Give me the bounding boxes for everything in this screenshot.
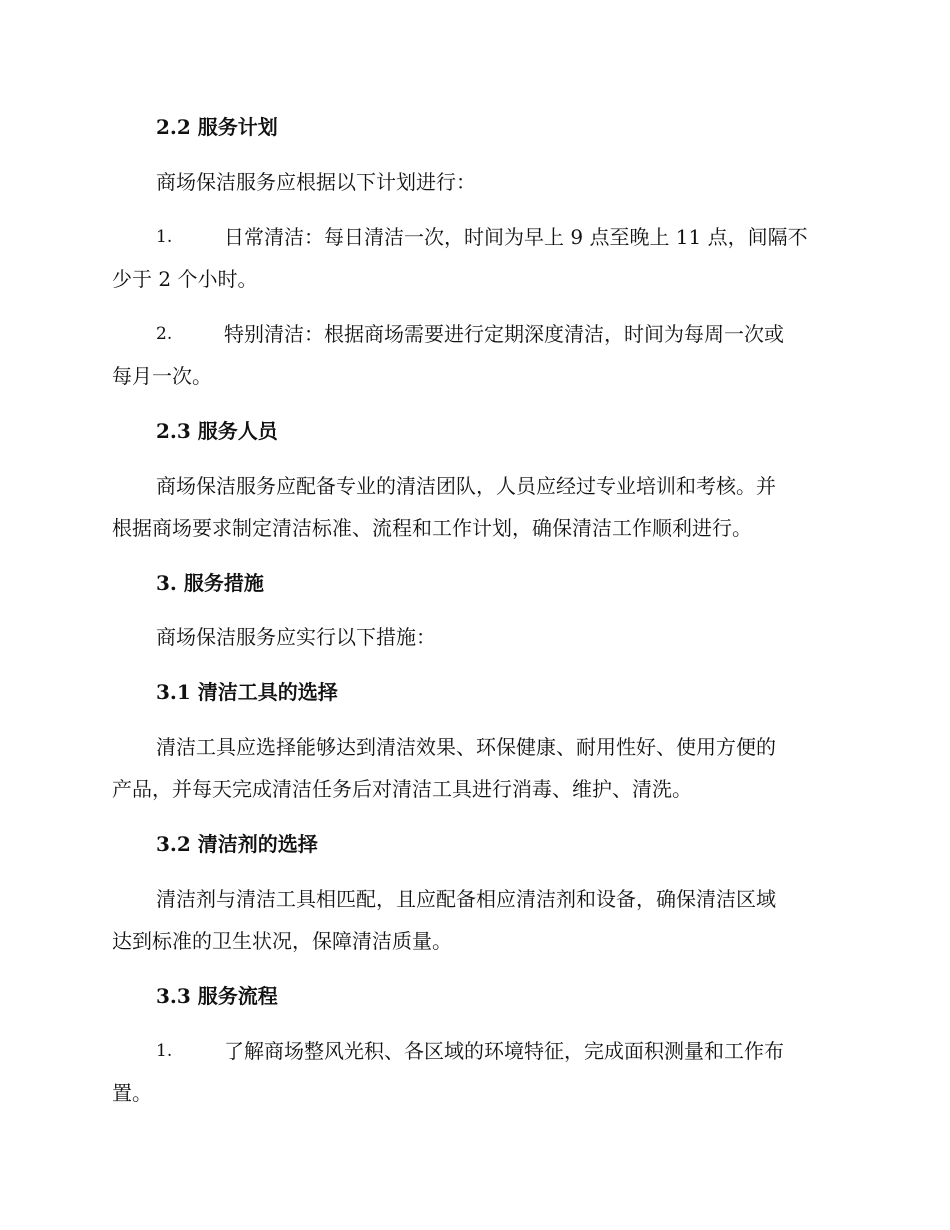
- list-item-text: 了解商场整风光积、各区域的环境特征，完成面积测量和工作布: [224, 1039, 784, 1063]
- heading-2-3: 2.3 服务人员: [156, 419, 278, 443]
- list-number: 2.: [156, 324, 173, 344]
- heading-3-2: 3.2 清洁剂的选择: [156, 832, 318, 856]
- list-item-text: 日常清洁：每日清洁一次，时间为早上 9 点至晚上 11 点，间隔不: [224, 225, 808, 249]
- paragraph-2-3-line-2: 根据商场要求制定清洁标准、流程和工作计划，确保清洁工作顺利进行。: [112, 516, 752, 540]
- list-number: 1.: [156, 1041, 173, 1061]
- list-item-text-continued: 每月一次。: [112, 364, 212, 388]
- list-item-text: 特别清洁：根据商场需要进行定期深度清洁，时间为每周一次或: [224, 322, 784, 346]
- list-number: 1.: [156, 227, 173, 247]
- list-item-text-continued: 置。: [112, 1081, 152, 1105]
- paragraph-3-1-line-2: 产品，并每天完成清洁任务后对清洁工具进行消毒、维护、清洗。: [112, 777, 692, 801]
- heading-3: 3. 服务措施: [156, 571, 264, 595]
- heading-3-3: 3.3 服务流程: [156, 984, 278, 1008]
- paragraph-3-1-line-1: 清洁工具应选择能够达到清洁效果、环保健康、耐用性好、使用方便的: [156, 735, 776, 759]
- heading-2-2: 2.2 服务计划: [156, 115, 278, 139]
- paragraph-2-2-intro: 商场保洁服务应根据以下计划进行：: [156, 170, 476, 194]
- paragraph-3-2-line-1: 清洁剂与清洁工具相匹配，且应配备相应清洁剂和设备，确保清洁区域: [156, 887, 776, 911]
- paragraph-3-intro: 商场保洁服务应实行以下措施：: [156, 625, 436, 649]
- paragraph-3-2-line-2: 达到标准的卫生状况，保障清洁质量。: [112, 929, 452, 953]
- heading-3-1: 3.1 清洁工具的选择: [156, 680, 338, 704]
- list-item-text-continued: 少于 2 个小时。: [112, 267, 258, 291]
- paragraph-2-3-line-1: 商场保洁服务应配备专业的清洁团队，人员应经过专业培训和考核。并: [156, 474, 776, 498]
